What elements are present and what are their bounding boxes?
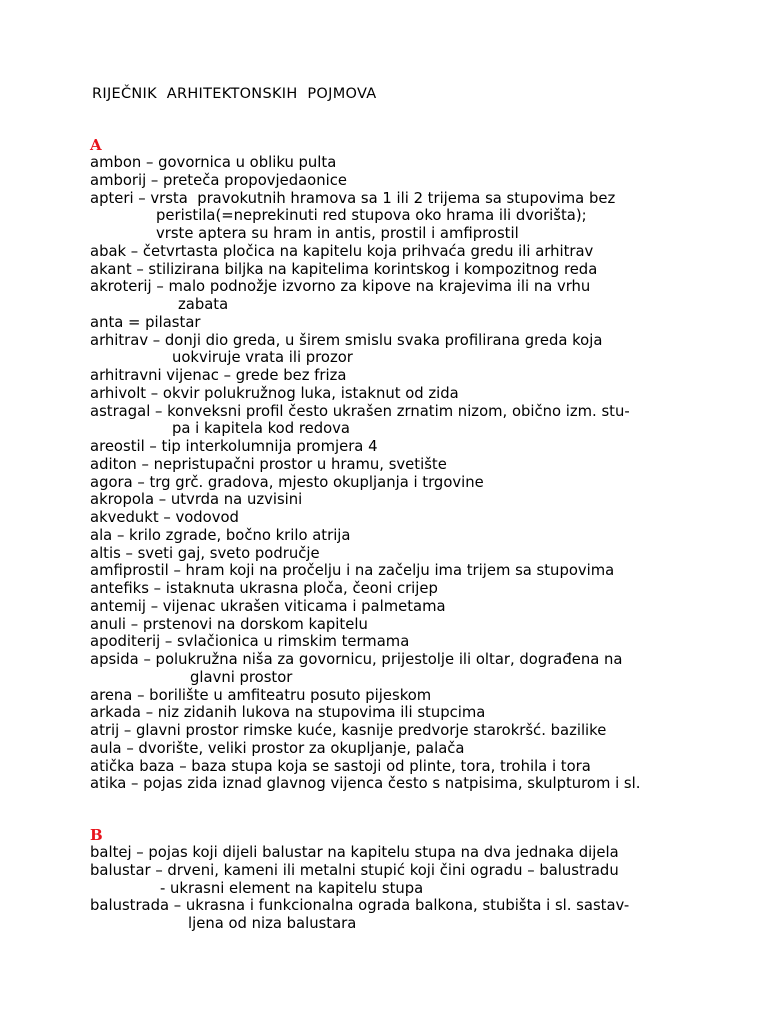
entry-line: antefiks – istaknuta ukrasna ploča, čeoni crijep [90, 580, 438, 597]
entry-line: arhivolt – okvir polukružnog luka, istaknut od zida [90, 384, 459, 402]
entry-line: balustrada – ukrasna i funkcionalna ograda balkona, stubišta i sl. sastav- [90, 897, 630, 915]
entry-continuation-line: vrste aptera su hram in antis, prostil i amfiprostil [156, 225, 519, 242]
entry-line: akroterij – malo podnožje izvorno za kipove na krajevima ili na vrhu [90, 278, 591, 296]
entry-line: akvedukt – vodovod [90, 509, 239, 526]
entry-line: agora – trg grč. gradova, mjesto okupljanja i trgovine [90, 473, 484, 491]
entry-line: atička baza – baza stupa koja se sastoji od plinte, tora, trohila i tora [90, 757, 591, 775]
page-title: RIJEČNIK ARHITEKTONSKIH POJMOVA [92, 86, 377, 102]
entry-line: anuli – prstenovi na dorskom kapitelu [90, 615, 368, 633]
entry-continuation-line: - ukrasni element na kapitelu stupa [160, 879, 424, 897]
entry-continuation-line: uokviruje vrata ili prozor [172, 349, 353, 367]
entry-line: altis – sveti gaj, sveto područje [90, 544, 320, 562]
entry-line: apsida – polukružna niša za govornicu, prijestolje ili oltar, dograđena na [90, 651, 623, 668]
entry-line: atrij – glavni prostor rimske kuće, kasnije predvorje starokršć. bazilike [90, 722, 607, 739]
entry-line: arkada – niz zidanih lukova na stupovima ili stupcima [90, 704, 486, 722]
section-b [90, 826, 730, 933]
entry-line: arena – borilište u amfiteatru posuto pijeskom [90, 686, 432, 704]
entry-line: abak – četvrtasta pločica na kapitelu koja prihvaća gredu ili arhitrav [90, 242, 594, 260]
entry-continuation-line: pa i kapitela kod redova [172, 420, 350, 438]
section-letter: A [90, 136, 102, 154]
section-letter: B [90, 826, 103, 844]
entry-line: ambon – govornica u obliku pulta [90, 154, 337, 171]
entry-line: amborij – preteča propovjedaonice [90, 171, 347, 189]
entry-continuation-line: ljena od niza balustara [188, 915, 357, 932]
entry-line: akropola – utvrda na uzvisini [90, 491, 303, 509]
entry-line: antemij – vijenac ukrašen viticama i palmetama [90, 597, 446, 615]
entry-line: areostil – tip interkolumnija promjera 4 [90, 438, 378, 455]
entry-line: amfiprostil – hram koji na pročelju i na začelju ima trijem sa stupovima [90, 562, 615, 580]
entry-line: balustar – drveni, kameni ili metalni stupić koji čini ogradu – balustradu [90, 861, 619, 879]
entry-continuation-line: peristila(=neprekinuti red stupova oko hrama ili dvorišta); [156, 207, 587, 225]
entry-line: arhitrav – donji dio greda, u širem smislu svaka profilirana greda koja [90, 331, 603, 349]
entry-list [90, 154, 730, 793]
entry-continuation-line: zabata [178, 296, 229, 313]
entry-line: atika – pojas zida iznad glavnog vijenca često s natpisima, skulpturom i sl. [90, 775, 641, 793]
entry-line: baltej – pojas koji dijeli balustar na kapitelu stupa na dva jednaka dijela [90, 844, 619, 861]
entry-line: aditon – nepristupačni prostor u hramu, svetište [90, 455, 447, 473]
entry-line: aula – dvorište, veliki prostor za okupljanje, palača [90, 739, 465, 757]
entry-line: arhitravni vijenac – grede bez friza [90, 367, 347, 384]
entry-line: ala – krilo zgrade, bočno krilo atrija [90, 526, 351, 544]
entry-line: akant – stilizirana biljka na kapitelima korintskog i kompozitnog reda [90, 260, 598, 278]
entry-continuation-line: glavni prostor [190, 668, 293, 686]
entry-list [90, 844, 730, 933]
entry-line: anta = pilastar [90, 313, 201, 331]
entry-line: apoditerij – svlačionica u rimskim termama [90, 633, 410, 651]
entry-line: astragal – konveksni profil često ukrašen zrnatim nizom, obično izm. stu- [90, 402, 630, 420]
entry-line: apteri – vrsta pravokutnih hramova sa 1 ili 2 trijema sa stupovima bez [90, 189, 616, 207]
section-a [90, 136, 730, 793]
